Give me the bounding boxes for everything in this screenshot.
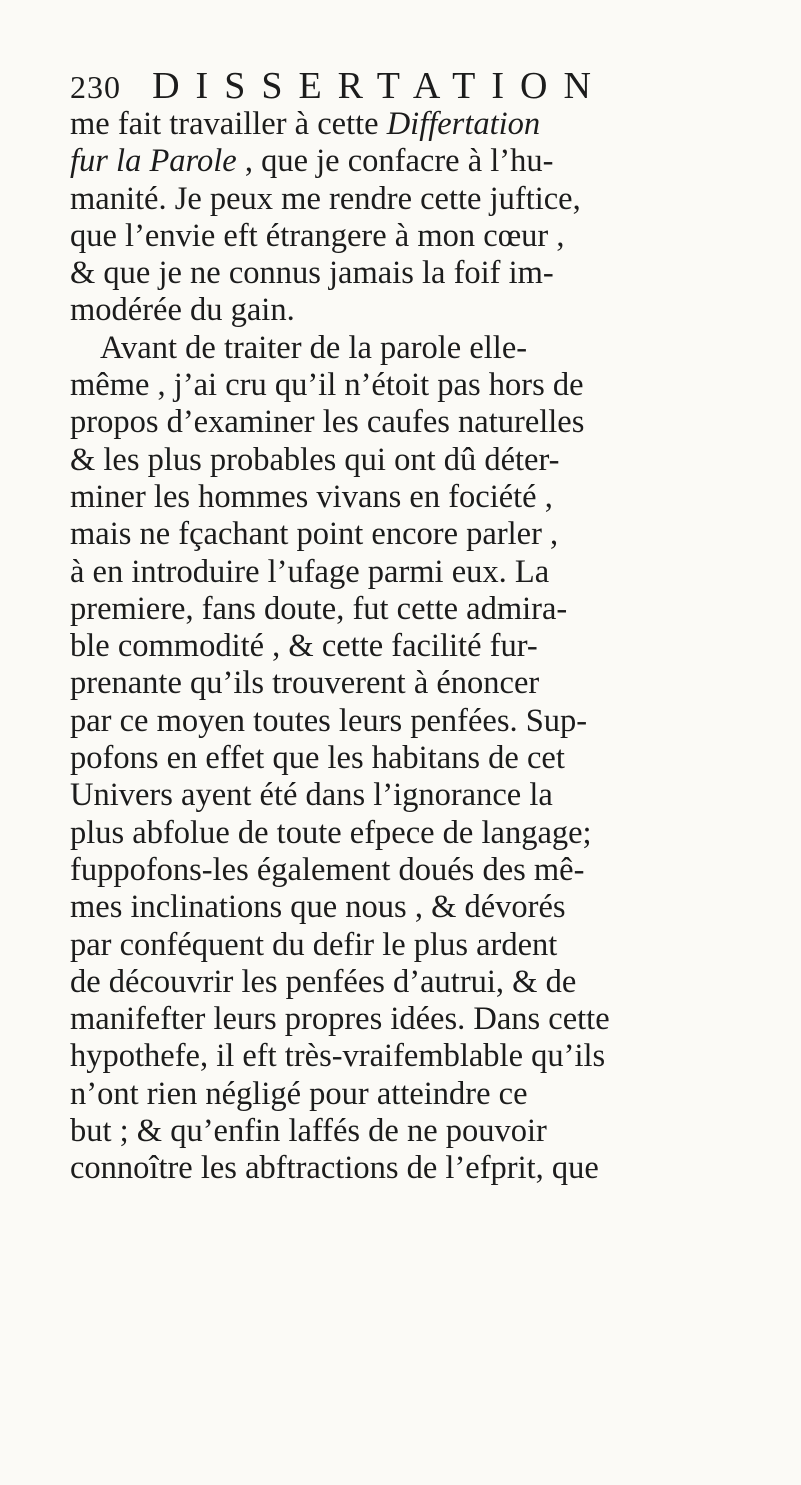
text-segment: même , j’ai cru qu’il n’étoit pas hors de [70,367,584,404]
text-segment: & les plus probables qui ont dû déter- [70,441,560,478]
text-segment: plus abfolue de toute efpece de langage; [70,814,592,851]
italic-segment: fur la Parole [70,143,237,180]
text-line [70,628,801,665]
page-number: 230 [70,69,121,105]
text-line [70,889,801,926]
italic-segment: Differtation [386,106,541,142]
text-line [70,852,801,889]
text-segment: modérée du gain. [70,292,295,329]
text-line [70,367,801,404]
text-line [70,255,801,292]
text-line [70,218,801,255]
text-line [70,665,801,702]
text-segment: que l’envie eft étrangere à mon cœur , [70,217,565,254]
text-segment: , que je confacre à l’hu- [236,143,554,180]
text-line [70,143,801,180]
text-segment: manifefter leurs propres idées. Dans cette [70,1001,610,1038]
text-line [70,404,801,441]
text-line [70,442,801,479]
section-title: DISSERTATION [152,65,607,107]
text-line [70,777,801,814]
text-segment: mais ne fçachant point encore parler , [70,516,559,553]
text-segment: pofons en effet que les habitans de cet [70,740,565,777]
text-line [70,1038,801,1075]
text-segment: manité. Je peux me rendre cette juftice, [70,180,581,217]
text-line [70,554,801,591]
text-segment: me fait travailler à cette [70,106,387,142]
text-segment: fuppofons-les également doués des mê- [70,851,585,888]
text-segment: but ; & qu’enfin laffés de ne pouvoir [70,1113,547,1150]
text-segment: de découvrir les penfées d’autrui, & de [70,963,577,1000]
text-segment: Avant de traiter de la parole elle- [100,329,528,366]
text-line [70,516,801,553]
text-line [70,1113,801,1150]
text-segment: hypothefe, il eft très-vraifemblable qu’ils [70,1038,606,1075]
text-line [70,927,801,964]
text-line [70,964,801,1001]
text-segment: propos d’examiner les caufes naturelles [70,404,585,441]
text-line [70,740,801,777]
text-segment: Univers ayent été dans l’ignorance la [70,777,553,814]
text-segment: par conféquent du defir le plus ardent [70,926,558,963]
text-segment: premiere, fans doute, fut cette admira- [70,590,568,627]
running-head [70,64,801,112]
text-line [70,1001,801,1038]
text-segment: ble commodité , & cette facilité fur- [70,628,538,665]
text-segment: à en introduire l’ufage parmi eux. La [70,553,550,590]
text-segment: connoître les abftractions de l’efprit, que [70,1150,599,1187]
body-text [70,106,801,1188]
text-segment: prenante qu’ils trouverent à énoncer [70,665,540,702]
text-line [70,815,801,852]
text-segment: miner les hommes vivans en fociété , [70,478,553,515]
text-segment: par ce moyen toutes leurs penfées. Sup- [70,702,588,739]
text-line [70,292,801,329]
text-line [70,106,801,143]
paragraph-start-line [70,330,801,367]
text-line [70,479,801,516]
text-segment: n’ont rien négligé pour atteindre ce [70,1075,528,1112]
text-line [70,1150,801,1187]
text-segment: mes inclinations que nous , & dévorés [70,889,566,926]
text-line [70,703,801,740]
text-line [70,591,801,628]
text-segment: & que je ne connus jamais la foif im- [70,255,554,292]
text-line [70,181,801,218]
text-line [70,1076,801,1113]
